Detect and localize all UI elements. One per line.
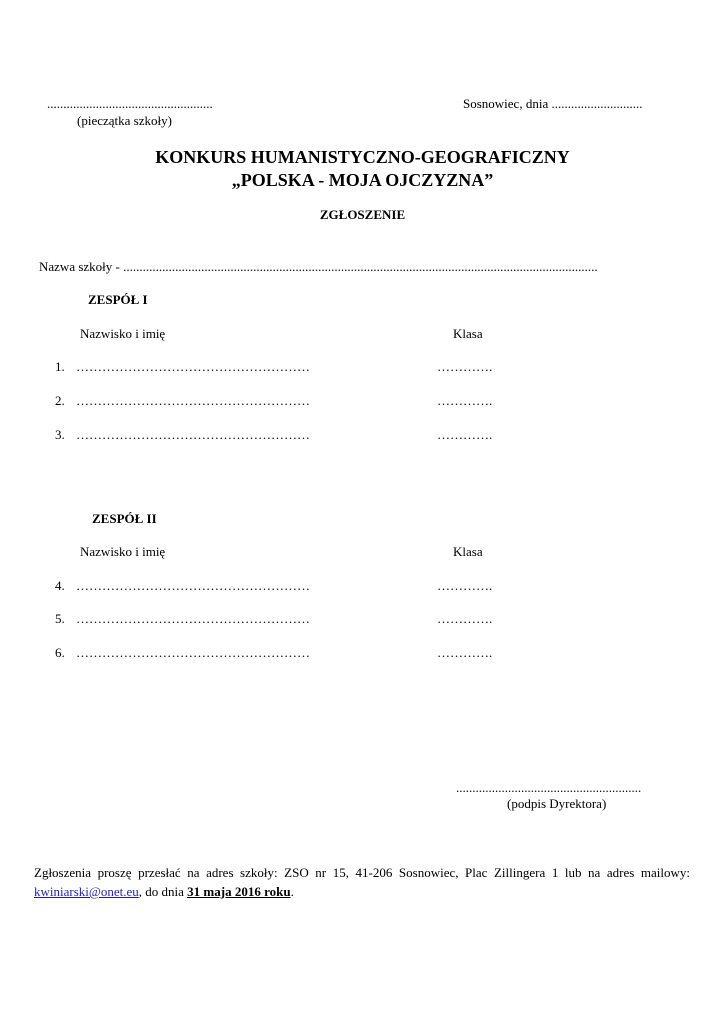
class-field: …………. bbox=[437, 359, 493, 374]
team-2-col-class: Klasa bbox=[453, 544, 483, 559]
deadline-date: 31 maja 2016 roku bbox=[187, 884, 291, 899]
row-number: 4. bbox=[55, 578, 65, 593]
name-field: ……………………………………………… bbox=[76, 578, 310, 593]
place-date-field: Sosnowiec, dnia ............................ bbox=[463, 96, 643, 111]
class-field: …………. bbox=[437, 645, 493, 660]
note-text: Zgłoszenia proszę przesłać na adres szkoły: ZSO nr 15, 41-206 Sosnowiec, Plac Zillingera 1 lub na adres mailowy: bbox=[34, 865, 690, 880]
form-subtitle: ZGŁOSZENIE bbox=[319, 207, 406, 222]
class-field: …………. bbox=[437, 427, 493, 442]
note-text: . bbox=[290, 884, 294, 899]
contest-title: KONKURS HUMANISTYCZNO-GEOGRAFICZNY bbox=[155, 147, 570, 167]
team-2-col-name: Nazwisko i imię bbox=[80, 544, 166, 559]
team-1-col-name: Nazwisko i imię bbox=[80, 326, 166, 341]
name-field: ……………………………………………… bbox=[76, 645, 310, 660]
class-field: …………. bbox=[437, 393, 493, 408]
name-field: ……………………………………………… bbox=[76, 611, 310, 626]
row-number: 6. bbox=[55, 645, 65, 660]
name-field: ……………………………………………… bbox=[76, 359, 310, 374]
stamp-caption: (pieczątka szkoły) bbox=[77, 113, 172, 128]
name-field: ……………………………………………… bbox=[76, 427, 310, 442]
school-name-field: Nazwa szkoły - .................................................................................................................................................. bbox=[39, 259, 598, 274]
team-1-col-class: Klasa bbox=[453, 326, 483, 341]
submission-note bbox=[34, 863, 690, 901]
signature-dotted-line: ......................................................... bbox=[456, 780, 642, 795]
row-number: 3. bbox=[55, 427, 65, 442]
class-field: …………. bbox=[437, 611, 493, 626]
name-field: ……………………………………………… bbox=[76, 393, 310, 408]
signature-caption: (podpis Dyrektora) bbox=[507, 796, 607, 811]
stamp-dotted-line: ................................................... bbox=[47, 96, 213, 111]
contest-motto: „POLSKA - MOJA OJCZYZNA” bbox=[231, 170, 494, 190]
class-field: …………. bbox=[437, 578, 493, 593]
email-link[interactable]: kwiniarski@onet.eu bbox=[34, 884, 139, 899]
team-1-heading: ZESPÓŁ I bbox=[88, 292, 148, 307]
team-2-heading: ZESPÓŁ II bbox=[92, 511, 157, 526]
row-number: 1. bbox=[55, 359, 65, 374]
row-number: 2. bbox=[55, 393, 65, 408]
row-number: 5. bbox=[55, 611, 65, 626]
note-text: , do dnia bbox=[138, 884, 188, 899]
